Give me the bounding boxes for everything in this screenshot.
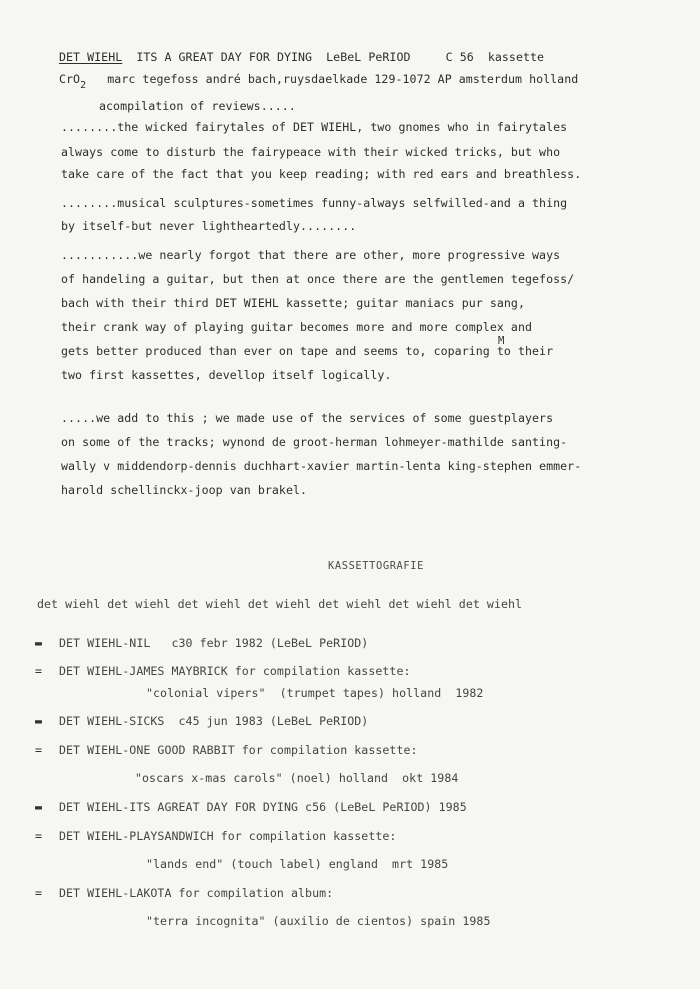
review-3-line-5: gets better produced than ever on tape and seems to, coparing to their xyxy=(61,344,554,358)
review-2-line-1: ........musical sculptures-sometimes funny-always selfwilled-and a thing xyxy=(61,196,568,210)
entry-4-line-1: DET WIEHL-ONE GOOD RABBIT for compilation kassette: xyxy=(59,743,418,757)
cro2-label: CrO xyxy=(59,72,81,86)
header-address-line xyxy=(59,72,579,91)
entry-2-line-1: DET WIEHL-JAMES MAYBRICK for compilation kassette: xyxy=(59,664,411,678)
review-3-line-2: of handeling a guitar, but then at once there are the gentlemen tegefoss/ xyxy=(61,272,575,286)
review-3-correction-mark: M xyxy=(498,335,505,347)
review-2-line-2: by itself-but never lightheartedly........ xyxy=(61,219,357,233)
review-3-line-6: two first kassettes, devellop itself logically. xyxy=(61,368,392,382)
entry-5-bullet: ▬ xyxy=(35,800,43,814)
kassettografie-heading: KASSETTOGRAFIE xyxy=(328,560,424,572)
entry-4-bullet: = xyxy=(35,743,43,757)
entry-7-line-1: DET WIEHL-LAKOTA for compilation album: xyxy=(59,886,334,900)
address: marc tegefoss andré bach,ruysdaelkade 129-1072 AP amsterdum holland xyxy=(86,72,579,86)
entry-1-bullet: ▬ xyxy=(35,636,43,650)
review-1-line-2: always come to disturb the fairypeace with their wicked tricks, but who xyxy=(61,145,561,159)
entry-7-bullet: = xyxy=(35,886,43,900)
entry-2-bullet: = xyxy=(35,664,43,678)
entry-2-line-2: "colonial vipers" (trumpet tapes) holland 1982 xyxy=(146,686,484,700)
review-4-line-2: on some of the tracks; wynond de groot-herman lohmeyer-mathilde santing- xyxy=(61,435,568,449)
repeat-line: det wiehl det wiehl det wiehl det wiehl det wiehl det wiehl det wiehl xyxy=(37,597,523,611)
cro2-subscript: 2 xyxy=(80,80,87,91)
entry-4-line-2: "oscars x-mas carols" (noel) holland okt 1984 xyxy=(135,771,459,785)
review-1-line-3: take care of the fact that you keep reading; with red ears and breathless. xyxy=(61,167,582,181)
review-4-line-3: wally v middendorp-dennis duchhart-xavier martin-lenta king-stephen emmer- xyxy=(61,459,582,473)
review-4-line-1: .....we add to this ; we made use of the services of some guestplayers xyxy=(61,411,554,425)
entry-3-bullet: ▬ xyxy=(35,714,43,728)
entry-7-line-2: "terra incognita" (auxilio de cientos) spain 1985 xyxy=(146,914,491,928)
entry-6-line-1: DET WIEHL-PLAYSANDWICH for compilation kassette: xyxy=(59,829,397,843)
band-name: DET WIEHL xyxy=(59,50,123,64)
entry-1-line-1: DET WIEHL-NIL c30 febr 1982 (LeBeL PeRIOD) xyxy=(59,636,369,650)
entry-6-bullet: = xyxy=(35,829,43,843)
intro-line: acompilation of reviews..... xyxy=(99,99,296,113)
review-4-line-4: harold schellinckx-joop van brakel. xyxy=(61,483,308,497)
review-3-line-1: ...........we nearly forgot that there are other, more progressive ways xyxy=(61,248,561,262)
entry-5-line-1: DET WIEHL-ITS AGREAT DAY FOR DYING c56 (LeBeL PeRIOD) 1985 xyxy=(59,800,467,814)
entry-3-line-1: DET WIEHL-SICKS c45 jun 1983 (LeBeL PeRIOD) xyxy=(59,714,369,728)
review-3-line-3: bach with their third DET WIEHL kassette; guitar maniacs pur sang, xyxy=(61,296,525,310)
review-3-line-4: their crank way of playing guitar becomes more and more complex and xyxy=(61,320,533,334)
header-title-rest: ITS A GREAT DAY FOR DYING LeBeL PeRIOD C 56 kassette xyxy=(122,50,545,64)
review-1-line-1: ........the wicked fairytales of DET WIEHL, two gnomes who in fairytales xyxy=(61,120,568,134)
header-title-line xyxy=(59,50,544,64)
entry-6-line-2: "lands end" (touch label) england mrt 1985 xyxy=(146,857,449,871)
